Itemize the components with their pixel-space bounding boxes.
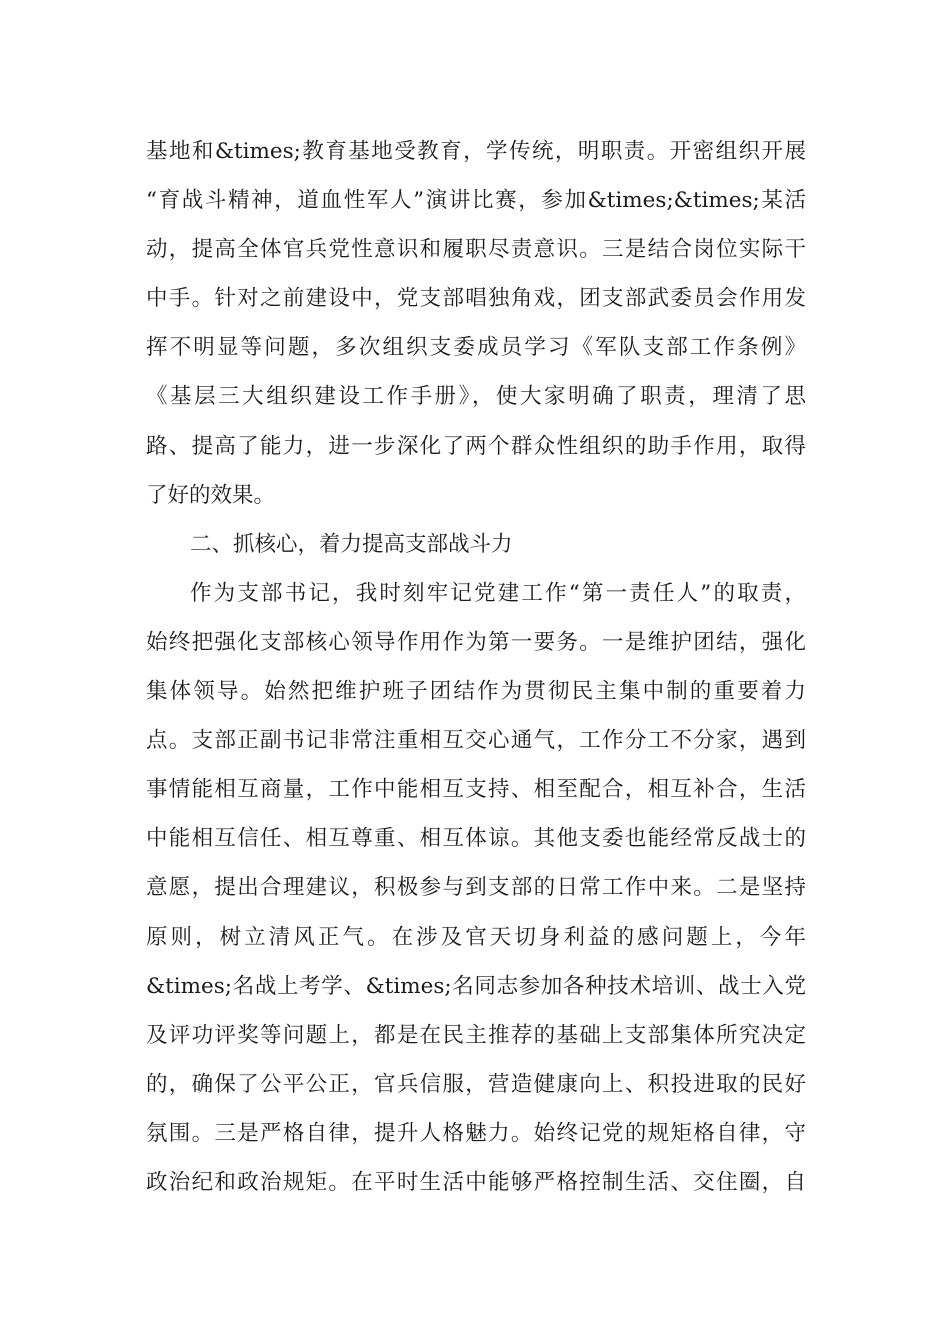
body-text-line: 及评功评奖等问题上，都是在民主推荐的基础上支部集体所究决定 — [146, 1023, 806, 1048]
body-text-line: 政治纪和政治规矩。在平时生活中能够严格控制生活、交住圈，自 — [146, 1170, 806, 1195]
body-text-line: 动，提高全体官兵党性意识和履职尽责意识。三是结合岗位实际干 — [146, 237, 806, 262]
body-text-line: 路、提高了能力，进一步深化了两个群众性组织的助手作用，取得 — [146, 434, 806, 459]
body-text-line: 事情能相互商量，工作中能相互支持、相至配合，相互补合，生活 — [146, 777, 806, 802]
section-heading: 二、抓核心，着力提高支部战斗力 — [190, 532, 513, 557]
body-text-line: 中手。针对之前建设中，党支部唱独角戏，团支部武委员会作用发 — [146, 286, 806, 311]
body-text-line: &times;名战上考学、&times;名同志参加各种技术培训、战士入党 — [146, 974, 806, 999]
body-text-line: 意愿，提出合理建议，积极参与到支部的日常工作中来。二是坚持 — [146, 875, 806, 900]
body-text-line: 点。支部正副书记非常注重相互交心通气，工作分工不分家，遇到 — [146, 728, 806, 753]
body-text-line: 中能相互信任、相互尊重、相互体谅。其他支委也能经常反战士的 — [146, 826, 806, 851]
body-text-line: 挥不明显等问题，多次组织支委成员学习《军队支部工作条例》 — [146, 335, 806, 360]
body-text-line: 基地和&times;教育基地受教育，学传统，明职责。开密组织开展 — [146, 139, 806, 164]
body-text-line: 氛围。三是严格自律，提升人格魅力。始终记党的规矩格自律，守 — [146, 1121, 806, 1146]
body-text-line: 原则，树立清风正气。在涉及官天切身利益的感问题上，今年 — [146, 925, 806, 950]
body-text-line: 了好的效果。 — [146, 483, 276, 508]
body-text-line: “育战斗精神，道血性军人”演讲比赛，参加&times;&times;某活 — [146, 188, 806, 213]
body-text-line: 的，确保了公平公正，官兵信服，营造健康向上、积投进取的民好 — [146, 1072, 806, 1097]
body-text-line: 《基层三大组织建设工作手册》，使大家明确了职责，理清了思 — [146, 384, 806, 409]
paragraph-first-line: 作为支部书记，我时刻牢记党建工作“第一责任人”的取责， — [190, 581, 806, 606]
body-text-line: 始终把强化支部核心领导作用作为第一要务。一是维护团结，强化 — [146, 630, 806, 655]
body-text-line: 集体领导。始然把维护班子团结作为贯彻民主集中制的重要着力 — [146, 679, 806, 704]
